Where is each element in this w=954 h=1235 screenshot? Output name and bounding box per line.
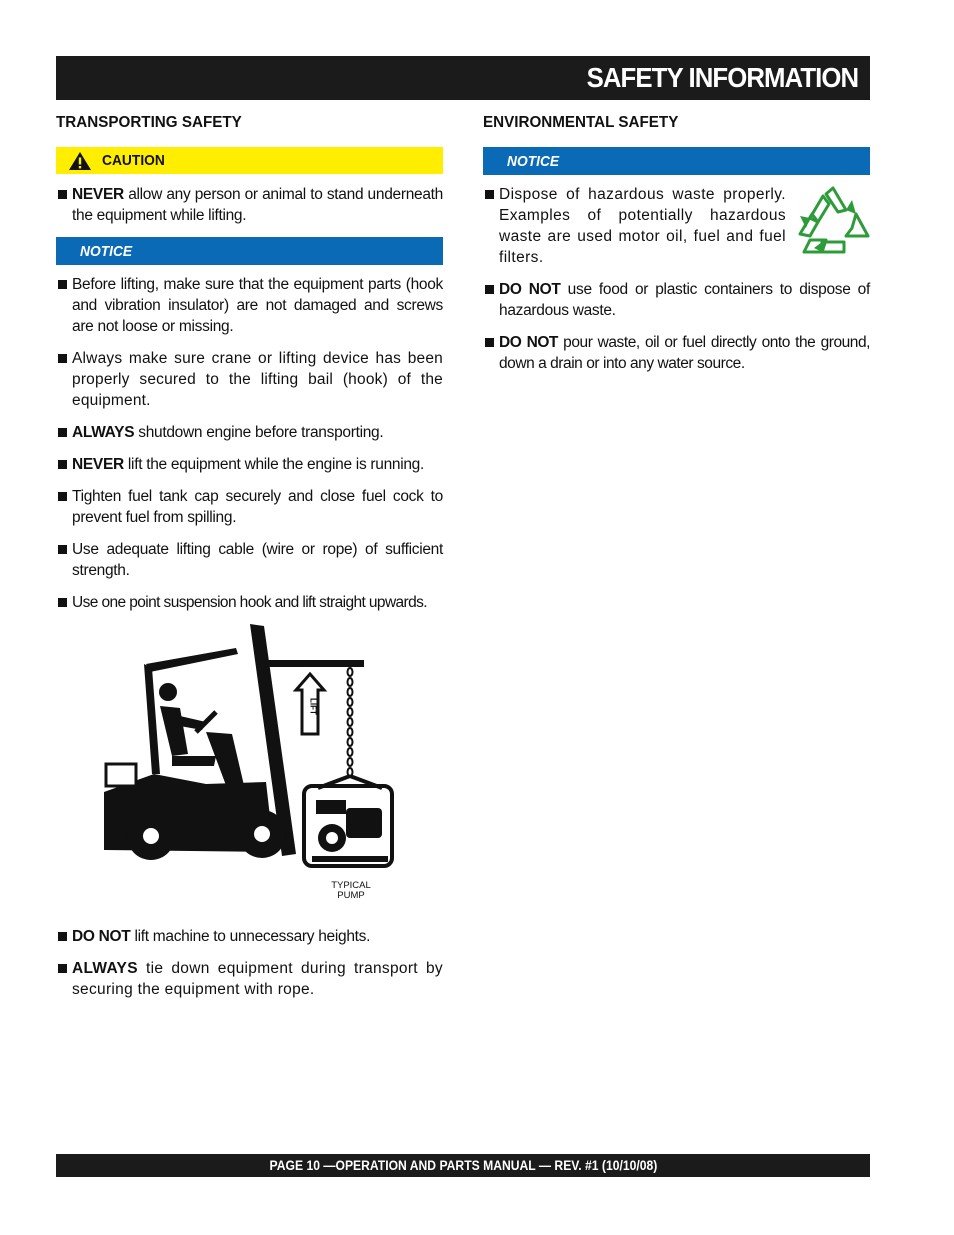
square-bullet-icon [485,285,494,294]
section-heading: ENVIRONMENTAL SAFETY [483,114,679,131]
item-emphasis: ALWAYS [72,960,138,977]
square-bullet-icon [58,460,67,469]
item-emphasis: DO NOT [72,928,131,945]
item-emphasis: DO NOT [499,281,561,298]
item-text: Before lifting, make sure that the equipment parts (hook and vibration insulator) are not damaged and screws are not loose or missing. [72,276,443,335]
square-bullet-icon [58,492,67,501]
list-item [56,592,443,613]
warning-triangle-icon [68,151,92,171]
square-bullet-icon [485,338,494,347]
list-item [56,184,443,226]
item-emphasis: ALWAYS [72,424,135,441]
list-item [56,422,443,443]
square-bullet-icon [58,354,67,363]
item-text: pour waste, oil or fuel directly onto the ground, down a drain or into any water source. [499,334,870,372]
recycle-icon [796,184,870,256]
transporting-safety-section [56,114,443,1011]
caution-banner [56,147,443,174]
notice-banner [56,237,443,265]
item-text: Use adequate lifting cable (wire or rope) of sufficient strength. [72,541,443,579]
page-header-bar [56,56,870,100]
item-text: allow any person or animal to stand underneath the equipment while lifting. [72,186,443,224]
footer-text: PAGE 10 —OPERATION AND PARTS MANUAL — REV. #1 (10/10/08) [269,1158,657,1173]
forklift-lifting-illustration [56,624,443,914]
page-title: SAFETY INFORMATION [586,62,858,93]
item-text: tie down equipment during transport by securing the equipment with rope. [72,960,443,998]
item-text: Tighten fuel tank cap securely and close fuel cock to prevent fuel from spilling. [72,488,443,526]
list-item [483,332,870,374]
environmental-safety-section [483,114,870,385]
list-item [483,279,870,321]
list-item [56,926,443,947]
notice-label: NOTICE [507,153,560,170]
section-heading: TRANSPORTING SAFETY [56,114,242,131]
list-item [56,539,443,581]
caution-label: CAUTION [102,152,165,169]
item-emphasis: NEVER [72,186,124,203]
figure-caption [318,881,384,901]
item-text: lift machine to unnecessary heights. [130,928,371,945]
forklift-icon [56,624,443,914]
recycle-block [483,184,870,268]
notice-label: NOTICE [80,243,133,260]
notice-banner [483,147,870,175]
lift-label: LIFT [308,698,318,715]
page-footer-bar [56,1154,870,1177]
square-bullet-icon [485,190,494,199]
list-item [56,486,443,528]
square-bullet-icon [58,428,67,437]
item-text: Dispose of hazardous waste properly. Examples of potentially hazardous waste are used motor oil, fuel and fuel filters. [499,186,786,266]
list-item [483,184,786,268]
square-bullet-icon [58,190,67,199]
square-bullet-icon [58,932,67,941]
item-text: shutdown engine before transporting. [134,424,384,441]
item-text: Use one point suspension hook and lift straight upwards. [72,594,427,611]
square-bullet-icon [58,280,67,289]
list-item [56,274,443,337]
item-text: use food or plastic containers to dispose of hazardous waste. [499,281,870,319]
item-text: Always make sure crane or lifting device has been properly secured to the lifting bail (hook) of the equipment. [72,350,443,409]
square-bullet-icon [58,964,67,973]
list-item [56,454,443,475]
item-emphasis: NEVER [72,456,124,473]
square-bullet-icon [58,545,67,554]
list-item [56,348,443,411]
square-bullet-icon [58,598,67,607]
item-emphasis: DO NOT [499,334,558,351]
figure-caption-line2: PUMP [337,890,365,901]
figure-caption-line1: TYPICAL [331,880,371,891]
list-item [56,958,443,1000]
item-text: lift the equipment while the engine is running. [123,456,425,473]
